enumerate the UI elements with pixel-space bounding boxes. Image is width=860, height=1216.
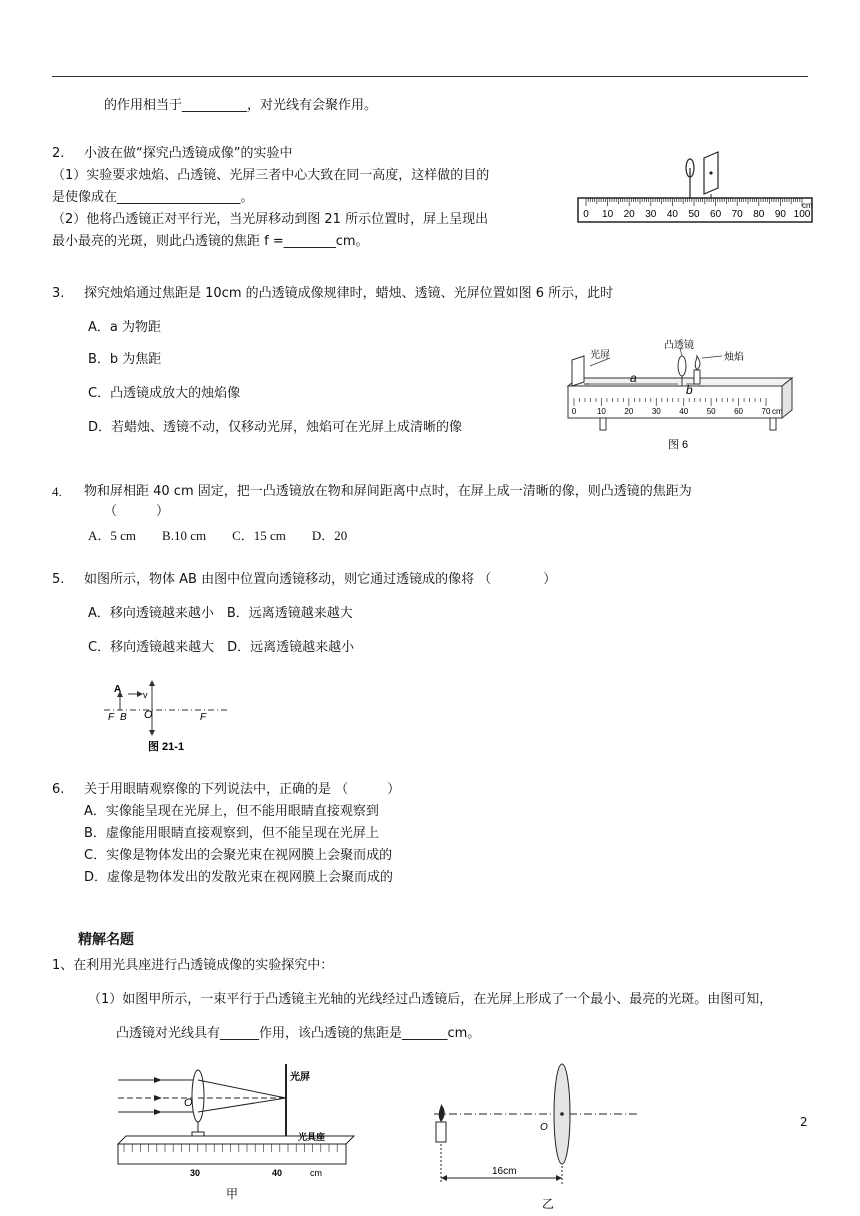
- q3-bench-label: 30: [651, 407, 661, 416]
- q6-option-a: A．实像能呈现在光屏上，但不能用眼睛直接观察到: [84, 804, 379, 819]
- q6-option-b: B．虚像能用眼睛直接观察到，但不能呈现在光屏上: [84, 826, 379, 841]
- header-rule: [52, 76, 808, 77]
- q3-bench-label: 40: [679, 407, 689, 416]
- q3-number: 3.: [52, 286, 65, 301]
- q4-answer-paren: （ ）: [104, 504, 170, 519]
- q5-fig-caption: 图 21-1: [148, 741, 185, 753]
- q4-number: 4.: [52, 484, 62, 499]
- q3-option-a: A．a 为物距: [88, 320, 161, 335]
- q2-ruler-label: 50: [688, 209, 700, 220]
- ex1-fig-a-tick-30: 30: [190, 1168, 201, 1178]
- q2-ruler-label: 20: [623, 209, 635, 220]
- q5-fig-v: v: [143, 690, 148, 700]
- q3-option-d: D．若蜡烛、透镜不动，仅移动光屏，烛焰可在光屏上成清晰的像: [88, 420, 463, 435]
- q2-stem: 小波在做“探究凸透镜成像”的实验中: [84, 146, 293, 161]
- q2-part1-line1: （1）实验要求烛焰、凸透镜、光屏三者中心大致在同一高度，这样做的目的: [52, 168, 490, 183]
- q2-ruler-label: 40: [666, 209, 678, 220]
- q2-ruler-unit: cm: [802, 201, 813, 210]
- q2-ruler-label: 70: [731, 209, 743, 220]
- q5-fig-B: B: [120, 712, 127, 723]
- q2-ruler-label: 80: [753, 209, 765, 220]
- q2-ruler-label: 30: [645, 209, 657, 220]
- q6-stem: 关于用眼睛观察像的下列说法中，正确的是 （ ）: [84, 782, 401, 797]
- q2-part1-line2: 是使像成在___________________。: [52, 190, 254, 205]
- q5-options-cd: C．移向透镜越来越大 D．远离透镜越来越小: [88, 640, 355, 655]
- ex1-fig-a-O: O: [184, 1097, 193, 1109]
- q5-fig-F-left: F: [108, 712, 115, 723]
- ex1-fig-a-screen: 光屏: [290, 1072, 310, 1083]
- q2-ruler-label: 90: [774, 209, 786, 220]
- q3-fig-b-label: b: [686, 383, 693, 397]
- section-title: 精解名题: [78, 932, 134, 948]
- q3-bench-label: 10: [596, 407, 606, 416]
- q5-number: 5.: [52, 572, 65, 587]
- q3-bench-label: 0: [571, 407, 577, 416]
- q5-fig-F-right: F: [200, 712, 207, 723]
- ex1-fig-b-caption: 乙: [542, 1197, 555, 1211]
- q2-ruler-label: 60: [710, 209, 722, 220]
- q2-ruler-label: 10: [602, 209, 614, 220]
- q3-option-c: C．凸透镜成放大的烛焰像: [88, 386, 241, 401]
- ex1-fig-b-distance: 16cm: [492, 1166, 517, 1177]
- q2-ruler-label: 100: [793, 209, 811, 220]
- q5-fig-A: A: [114, 684, 122, 695]
- q3-bench-label: 50: [706, 407, 716, 416]
- q3-fig-a-label: a: [630, 371, 637, 385]
- ex1-figure-a: [110, 1060, 370, 1210]
- q1-tail: 的作用相当于__________，对光线有会聚作用。: [104, 98, 378, 113]
- q6-number: 6.: [52, 782, 65, 797]
- ex1-fig-a-tick-40: 40: [272, 1168, 283, 1178]
- q3-fig-flame-label: 烛焰: [724, 352, 744, 363]
- q2-number: 2.: [52, 146, 65, 161]
- q3-fig-screen-label: 光屏: [590, 350, 610, 361]
- q3-bench-label: 60: [734, 407, 744, 416]
- q2-part2-line1: （2）他将凸透镜正对平行光，当光屏移动到图 21 所示位置时，屏上呈现出: [52, 212, 489, 227]
- q4-stem: 物和屏相距 40 cm 固定，把一凸透镜放在物和屏间距离中点时，在屏上成一清晰的像，则凸透镜的焦距为: [84, 484, 692, 499]
- q3-fig-unit: cm: [772, 407, 783, 416]
- q5-stem: 如图所示，物体 AB 由图中位置向透镜移动，则它通过透镜成的像将 （ ）: [84, 572, 557, 587]
- q3-fig-caption: 图 6: [668, 439, 689, 451]
- ex1-fig-a-bench: 光具座: [298, 1132, 326, 1142]
- q3-bench-figure: [560, 336, 810, 454]
- q3-option-b: B．b 为焦距: [88, 352, 162, 367]
- ex1-fig-a-unit: cm: [310, 1168, 322, 1178]
- q3-bench-label: 70: [761, 407, 771, 416]
- ex1-part1-line1: （1）如图甲所示，一束平行于凸透镜主光轴的光线经过凸透镜后，在光屏上形成了一个最小、最亮的光斑。由图可知，: [88, 992, 773, 1007]
- q5-fig-O: O: [144, 709, 153, 721]
- q6-option-c: C．实像是物体发出的会聚光束在视网膜上会聚而成的: [84, 848, 393, 863]
- q2-ruler-figure: [576, 150, 814, 230]
- q5-lens-figure: [90, 680, 240, 754]
- q3-stem: 探究烛焰通过焦距是 10cm 的凸透镜成像规律时，蜡烛、透镜、光屏位置如图 6 所示，此时: [84, 286, 614, 301]
- ex1-figure-b: [428, 1060, 648, 1214]
- page-number: 2: [800, 1115, 808, 1129]
- q2-part2-line2: 最小最亮的光斑，则此凸透镜的焦距 f =________cm。: [52, 234, 369, 249]
- q6-option-d: D．虚像是物体发出的发散光束在视网膜上会聚而成的: [84, 870, 394, 885]
- ex1-fig-b-O: O: [540, 1122, 548, 1133]
- q3-fig-lens-label: 凸透镜: [664, 340, 694, 351]
- ex1-part1-line2: 凸透镜对光线具有______作用，该凸透镜的焦距是_______cm。: [116, 1026, 481, 1041]
- q4-options: A．5 cm B.10 cm C．15 cm D．20: [88, 528, 348, 543]
- q5-options-ab: A．移向透镜越来越小 B．远离透镜越来越大: [88, 606, 353, 621]
- q2-ruler-label: 0: [583, 209, 589, 220]
- ex1-fig-a-caption: 甲: [226, 1187, 239, 1201]
- q3-bench-label: 20: [624, 407, 634, 416]
- ex1-stem: 1、在利用光具座进行凸透镜成像的实验探究中：: [52, 958, 334, 973]
